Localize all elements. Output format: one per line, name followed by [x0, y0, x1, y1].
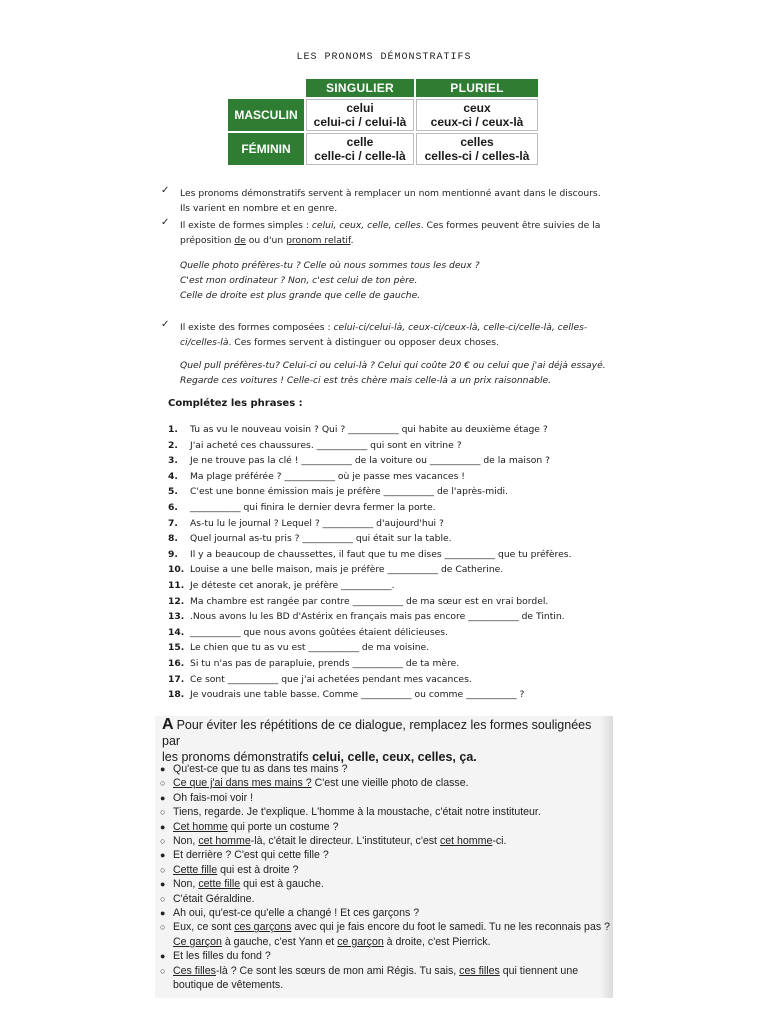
exercise-item — [168, 578, 572, 594]
dialogue-line — [160, 805, 612, 819]
cell-masc-singular: celui celui-ci / celui-là — [305, 98, 415, 132]
dialogue-segment: à droite, c'est Pierrick. — [383, 935, 491, 948]
dialogue-line — [160, 848, 612, 862]
exercise-number: 9. — [168, 548, 178, 560]
underlined-form: Cette fille — [173, 863, 218, 876]
dialogue-segment: Ah oui, qu'est-ce qu'elle a changé ! Et ces garçons ? — [173, 907, 420, 920]
exercise-number: 2. — [168, 439, 178, 451]
exercise-number: 17. — [168, 673, 185, 685]
dialogue-text — [173, 863, 612, 877]
dialogue-segment: -là ? Ce sont les sœurs de mon ami Régis. Tu sais, — [215, 964, 460, 977]
underlined-form: Ce garçon — [173, 935, 222, 948]
exercise-text: Ce sont ___________ que j'ai achetées pendant mes vacances. — [190, 673, 472, 685]
dialogue-segment: Qu'est-ce que tu as dans tes mains ? — [173, 763, 348, 775]
exercise-item — [168, 422, 572, 438]
rule-1: Les pronoms démonstratifs servent à remplacer un nom mentionné avant dans le discours. Ils varient en nombre et en genre. — [180, 188, 601, 214]
dialogue-segment: Non, — [173, 835, 199, 848]
exercise-text: Tu as vu le nouveau voisin ? Qui ? ___________ qui habite au deuxième étage ? — [190, 424, 548, 435]
dialogue-line — [160, 964, 612, 993]
exercise-item — [168, 562, 572, 578]
dialogue-segment: Eux, ce sont — [173, 921, 235, 934]
exercise-text: Je ne trouve pas la clé ! ___________ de la voiture ou ___________ de la maison ? — [190, 455, 550, 467]
exercise-number: 7. — [168, 517, 178, 529]
exercise-item — [168, 672, 572, 688]
exercise-number: 6. — [168, 501, 178, 513]
dialogue-line — [160, 949, 612, 963]
rule-3: Il existe des formes composées : celui-ci/celui-là, ceux-ci/ceux-là, celle-ci/celle-là, celles- ci/celles-là. Ces formes servent à distinguer ou opposer deux choses. — [180, 322, 588, 348]
exercise-item — [168, 547, 572, 563]
dialogue-line — [160, 877, 612, 891]
hollow-bullet-icon: ○ — [160, 922, 166, 933]
exercise-item — [168, 500, 572, 516]
hollow-bullet-icon: ○ — [160, 836, 166, 847]
hollow-bullet-icon: ○ — [160, 965, 166, 976]
exercise-text: As-tu lu le journal ? Lequel ? ___________ d'aujourd'hui ? — [190, 517, 444, 529]
dialogue-segment: qui est à droite ? — [217, 863, 299, 876]
exercise-number: 10. — [168, 564, 185, 576]
check-icon: ✓ — [161, 185, 170, 196]
dialogue-segment: -ci. — [492, 835, 507, 848]
underlined-form: ces garçons — [234, 921, 292, 934]
exercise-item — [168, 438, 572, 454]
dialogue-line — [160, 892, 612, 906]
row-label-masculin: MASCULIN — [227, 98, 305, 132]
dialogue-segment: qui est à gauche. — [240, 878, 324, 891]
exercise-number: 3. — [168, 455, 178, 467]
exercise-number: 16. — [168, 657, 185, 669]
page-title: LES PRONOMS DÉMONSTRATIFS — [296, 52, 472, 63]
dialogue-segment: à gauche, c'est Yann et — [221, 935, 338, 948]
dialogue-segment: qui porte un costume ? — [227, 820, 339, 833]
exercise-text: Le chien que tu as vu est ___________ de ma voisine. — [190, 642, 430, 654]
dialogue-line — [160, 906, 612, 920]
underlined-form: ce garçon — [337, 935, 384, 948]
underlined-form: Cet homme — [173, 820, 228, 833]
dialogue-text — [173, 877, 612, 891]
hollow-bullet-icon: ○ — [160, 864, 166, 875]
filled-bullet-icon: ● — [160, 764, 166, 774]
exercise-item — [168, 656, 572, 672]
example-block-2: Quel pull préfères-tu? Celui-ci ou celui-là ? Celui qui coûte 20 € ou celui que j'ai déjà essayé. Regarde ces voitures ! Celle-ci est très chère mais celle-là a un prix raisonnable. — [180, 360, 606, 386]
filled-bullet-icon: ● — [160, 821, 166, 832]
exercise-number: 1. — [168, 424, 178, 435]
exercise-number: 5. — [168, 486, 178, 498]
dialogue-line — [160, 863, 612, 877]
dialogue-segment: -là, c'était le directeur. L'instituteur, c'est — [250, 835, 440, 848]
underlined-form: Ce que j'ai dans mes mains ? — [173, 777, 312, 790]
header-singular: SINGULIER — [305, 78, 415, 98]
exercise-title: Complétez les phrases : — [168, 398, 303, 409]
dialogue-list — [160, 762, 612, 993]
dialogue-text — [173, 762, 612, 776]
exercise-number: 13. — [168, 611, 185, 623]
dialogue-line — [160, 920, 612, 949]
exercise-item — [168, 484, 572, 500]
exercise-number: 15. — [168, 642, 185, 654]
exercise-item — [168, 531, 572, 547]
underlined-form: cet homme — [439, 835, 493, 848]
exercise-item — [168, 687, 572, 703]
exercise-text: Ma chambre est rangée par contre ___________ de ma sœur est en vrai bordel. — [190, 595, 549, 607]
dialogue-line — [160, 776, 612, 790]
filled-bullet-icon: ● — [160, 951, 166, 962]
exercise-number: 12. — [168, 595, 185, 607]
dialogue-line — [160, 820, 612, 834]
underlined-form: Ces filles — [173, 964, 216, 977]
dialogue-text — [173, 848, 612, 862]
dialogue-text — [173, 906, 612, 920]
underlined-form: cet homme — [198, 835, 251, 848]
rule-2: Il existe de formes simples : celui, ceux, celle, celles. Ces formes peuvent être suivies de la préposition de ou d'un pronom relatif. — [180, 220, 601, 246]
check-icon: ✓ — [161, 319, 170, 330]
exercise-text: Louise a une belle maison, mais je préfère ___________ de Catherine. — [190, 564, 504, 576]
exercise-text: Ma plage préférée ? ___________ où je passe mes vacances ! — [190, 470, 465, 482]
exercise-item — [168, 594, 572, 610]
exercise-text: C'est une bonne émission mais je préfère ___________ de l'après-midi. — [190, 486, 509, 498]
dialogue-text — [173, 949, 612, 963]
dialogue-line — [160, 834, 612, 848]
filled-bullet-icon: ● — [160, 879, 166, 890]
underlined-form: cette fille — [198, 878, 241, 891]
check-icon: ✓ — [161, 217, 170, 228]
hollow-bullet-icon: ○ — [160, 778, 166, 789]
exercise-text: ___________ que nous avons goûtées étaient délicieuses. — [190, 626, 449, 638]
exercise-item — [168, 453, 572, 469]
exercise-text: Quel journal as-tu pris ? ___________ qui était sur la table. — [190, 533, 452, 545]
dialogue-text — [173, 776, 612, 790]
dialogue-text — [173, 805, 612, 819]
pronoun-table — [226, 77, 540, 167]
dialogue-segment: C'était Géraldine. — [173, 892, 255, 905]
dialogue-text — [173, 920, 612, 949]
hollow-bullet-icon: ○ — [160, 807, 166, 818]
exercise-text: Je voudrais une table basse. Comme ___________ ou comme ___________ ? — [190, 689, 525, 701]
underlined-form: ces filles — [459, 964, 500, 977]
exercise-item — [168, 609, 572, 625]
exercise-number: 4. — [168, 470, 178, 482]
dialogue-segment: Et derrière ? C'est qui cette fille ? — [173, 849, 329, 862]
dialogue-segment: Tiens, regarde. Je t'explique. L'homme à la moustache, c'était notre instituteur. — [173, 806, 541, 819]
dialogue-segment: avec qui je fais encore du foot le samedi. Tu ne les reconnais pas ? — [291, 921, 610, 934]
cell-masc-plural: ceux ceux-ci / ceux-là — [415, 98, 539, 132]
exercise-list — [168, 422, 572, 703]
exercise-item — [168, 625, 572, 641]
exercise-number: 11. — [168, 579, 185, 591]
hollow-bullet-icon: ○ — [160, 893, 166, 904]
exercise-item — [168, 640, 572, 656]
part-a-instructions: A Pour éviter les répétitions de ce dialogue, remplacez les formes soulignées par les pronoms démonstratifs celui, celle, ceux, celles, ça. — [162, 716, 592, 764]
dialogue-text — [173, 834, 612, 848]
cell-fem-plural: celles celles-ci / celles-là — [415, 132, 539, 166]
filled-bullet-icon: ● — [160, 792, 166, 803]
exercise-item — [168, 469, 572, 485]
exercise-number: 14. — [168, 626, 185, 638]
exercise-text: .Nous avons lu les BD d'Astérix en français mais pas encore ___________ de Tintin. — [190, 611, 565, 623]
example-block-1: Quelle photo préfères-tu ? Celle où nous sommes tous les deux ? C'est mon ordinateur ? Non, c'est celui de ton père. Celle de droite est plus grande que celle de gauche. — [180, 260, 480, 301]
dialogue-text — [173, 820, 612, 834]
exercise-number: 8. — [168, 533, 178, 545]
dialogue-segment: C'est une vieille photo de classe. — [311, 777, 469, 790]
dialogue-segment: qui tiennent une boutique de vêtements. — [173, 964, 579, 992]
dialogue-line — [160, 791, 612, 805]
exercise-text: Je déteste cet anorak, je préfère ___________. — [190, 579, 395, 591]
dialogue-segment: Et les filles du fond ? — [173, 950, 271, 963]
dialogue-line — [160, 762, 612, 776]
dialogue-text — [173, 892, 612, 906]
header-plural: PLURIEL — [415, 78, 539, 98]
exercise-number: 18. — [168, 689, 185, 701]
dialogue-text — [173, 964, 612, 993]
filled-bullet-icon: ● — [160, 908, 166, 919]
dialogue-segment: Oh fais-moi voir ! — [173, 791, 254, 804]
exercise-text: Si tu n'as pas de parapluie, prends ___________ de ta mère. — [190, 657, 460, 669]
cell-fem-singular: celle celle-ci / celle-là — [305, 132, 415, 166]
exercise-text: ___________ qui finira le dernier devra fermer la porte. — [190, 501, 436, 513]
exercise-text: Il y a beaucoup de chaussettes, il faut que tu me dises ___________ que tu préfères. — [190, 548, 572, 560]
exercise-item — [168, 516, 572, 532]
exercise-text: J'ai acheté ces chaussures. ___________ qui sont en vitrine ? — [190, 439, 462, 451]
dialogue-segment: Non, — [173, 878, 199, 891]
dialogue-text — [173, 791, 612, 805]
filled-bullet-icon: ● — [160, 850, 166, 861]
row-label-feminin: FÉMININ — [227, 132, 305, 166]
